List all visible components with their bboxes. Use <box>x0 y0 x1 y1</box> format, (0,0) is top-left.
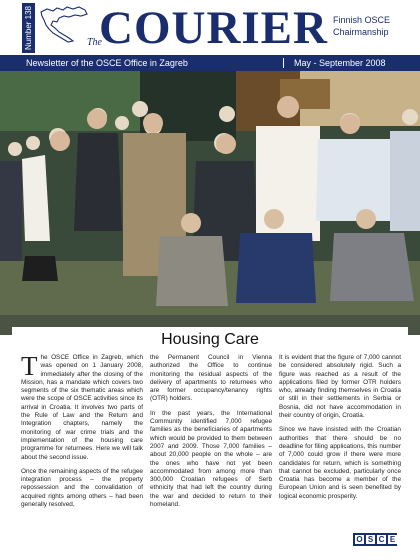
paragraph: Since we have insisted with the Croatian authorities that there should be no deadline for filing applications, this number of 7,000 could grow if there were more candidates for return, which is something that cannot be excluded, particularly once Croatia has become a member of the European Union and is seen benefited by logical economic prosperity. <box>279 426 401 500</box>
title-prefix: The <box>87 37 102 48</box>
article-column-1 <box>21 351 143 515</box>
chairmanship-line2: Chairmanship <box>333 27 389 37</box>
masthead <box>0 0 420 55</box>
logo-letter: O <box>356 535 363 544</box>
logo-letter: E <box>389 535 396 544</box>
newsletter-label: Newsletter of the OSCE Office in Zagreb <box>26 58 188 68</box>
article-column-3 <box>279 354 401 507</box>
issue-number-box <box>22 3 35 53</box>
chairmanship-line1: Finnish OSCE <box>333 15 391 25</box>
paragraph: It is evident that the figure of 7,000 cannot be considered absolutely rigid. Such a figure was reached as a result of the applications filed by former OTR holders who, already finding themselves in Croatia or still in their settlements in Serbia or Bosnia, did not have accommodation in their country of origin, Croatia. <box>279 354 401 420</box>
issue-number: Number 138 <box>24 5 33 51</box>
article-column-2 <box>150 354 272 515</box>
issue-date: May - September 2008 <box>294 58 386 68</box>
article-headline: Housing Care <box>161 331 259 348</box>
croatia-map-icon <box>37 4 91 44</box>
logo-letter: C <box>378 535 385 544</box>
group-photo <box>0 71 420 335</box>
paragraph: Once the remaining aspects of the refugee integration process – the property repossession and the convalidation of acquired rights among others – had been generally resolved, <box>21 467 143 509</box>
paragraph: the Permanent Council in Vienna authorized the Office to continue monitoring the residual aspects of the delivery of apartments to returnees who are former occupancy/tenancy rights (OTR) holders. <box>150 354 272 403</box>
article-panel <box>12 327 408 532</box>
paragraph-text: he OSCE Office in Zagreb, which was opened on 1 January 2008, immediately after the closing of the Mission, has a mandate which covers two segments of the six thematic areas which were the scope of OSCE activities since its arrival in Croatia. It involves two parts of the Rule of Law and the Return and Integration chapters, namely the monitoring of war crime trials and the implementation of the housing care programme for returnees. Here we will talk about the second issue. <box>21 354 143 461</box>
osce-logo <box>353 533 397 546</box>
logo-letter: S <box>367 535 374 544</box>
strip-divider <box>283 58 284 68</box>
paragraph <box>21 351 143 462</box>
paragraph: In the past years, the International Community identified 7,000 refugee families as the beneficiaries of apartments which would be provided to them between 2007 and 2009. Those 7,000 families – about 20,000 people on the whole – are the ones who have not yet been accommodated from among more than 300,000 Croatian refugees of Serb ethnicity that had left the country during the war and decided to return to their homeland. <box>150 409 272 509</box>
header-strip <box>0 55 420 71</box>
group-photo-illustration <box>0 71 420 335</box>
drop-cap: T <box>21 351 38 381</box>
newsletter-title: COURIER <box>99 2 328 54</box>
